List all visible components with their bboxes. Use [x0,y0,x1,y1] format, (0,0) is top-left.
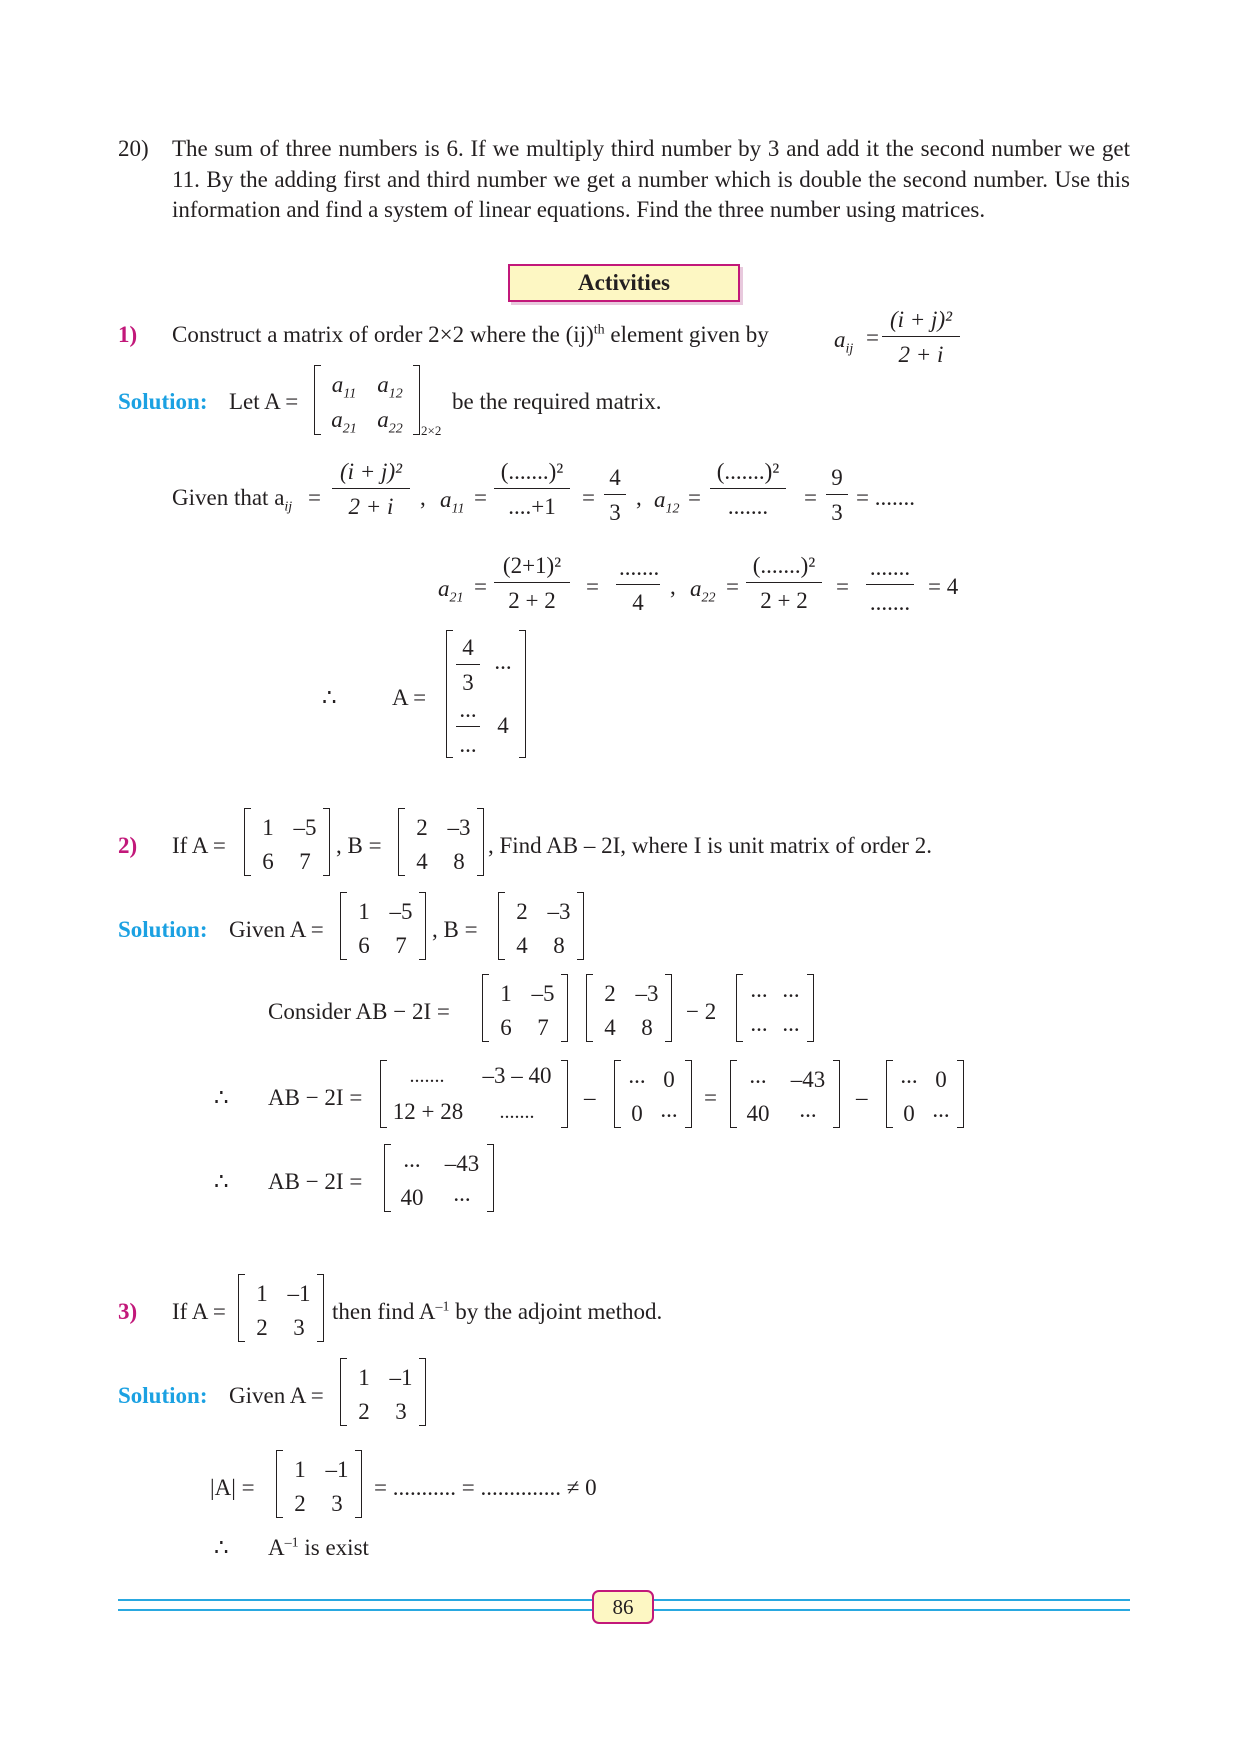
given-text: Given A = [229,917,324,942]
matrix-cell: 2 [294,1491,306,1516]
therefore-symbol: ∴ [322,685,337,710]
det-label: |A| = [210,1475,255,1500]
minus-two: − 2 [686,999,717,1024]
a11-result: 4 3 [604,466,626,524]
matrix-cell: 4 [604,1015,616,1040]
matrix-final [384,1144,494,1212]
matrix-A-det [276,1450,362,1518]
solution-label: Solution: [118,389,208,414]
matrix-cell: ....... [499,1101,535,1123]
question-text: The sum of three numbers is 6. If we multiply third number by 3 and add it the second number we get 11. By the adding first and third number we get a number which is double the second number. Use this information and find a system of linear equations. Find the three number using matrices. [172,136,1130,222]
activity-number: 1) [118,322,138,347]
matrix-A-result [446,630,526,758]
matrix-cell: 1 [500,981,512,1006]
matrix-cell: ... [750,1011,768,1036]
matrix-A [482,974,568,1042]
matrix-cell: $a_{11}$ [331,372,357,402]
matrix-cell: 1 [358,1365,370,1390]
matrix-cell: $a_{21}$ [331,407,357,437]
matrix-cell: ... [799,1097,817,1122]
matrix-cell: –1 [325,1457,349,1482]
b-text: , B = [432,917,478,942]
consider-text: Consider AB − 2I = [268,999,450,1024]
a21-fraction: (2+1)² 2 + 2 [494,554,570,612]
matrix-cell: 2 [516,899,528,924]
let-text: Let A = [229,389,299,414]
matrix-cell: ... [628,1063,646,1088]
matrix-cell: 4 [497,713,509,738]
matrix-cell: 6 [358,933,370,958]
matrix-cell: –43 [444,1151,480,1176]
a12-result: 9 3 [826,466,848,524]
matrix-cell: 3 [331,1491,343,1516]
matrix-cell: 0 [631,1101,643,1126]
matrix-cell: 7 [537,1015,549,1040]
matrix-I [736,974,814,1042]
matrix-cell: 40 [400,1185,424,1210]
a22-fraction: (.......)² 2 + 2 [746,554,822,612]
a11-lhs: $a_{11}$ [440,487,465,517]
matrix-I-step [886,1060,964,1128]
matrix-cell: 8 [453,849,465,874]
matrix-cell: 40 [746,1101,770,1126]
det-tail: = ........... = .............. ≠ 0 [374,1475,597,1500]
matrix-cell: ... [453,1181,471,1206]
matrix-cell: 8 [553,933,565,958]
matrix-cell: $a_{12}$ [377,372,403,402]
matrix-cell: ... ... [456,698,480,756]
matrix-cell: 1 [256,1281,268,1306]
if-text: If A = [172,833,226,858]
minus-sign: – [584,1085,596,1110]
matrix-A-general [314,365,420,435]
formula-fraction: (i + j)² 2 + i [882,308,960,366]
matrix-cell: 4 [516,933,528,958]
matrix-cell: 8 [641,1015,653,1040]
matrix-step2 [730,1060,840,1128]
matrix-cell: 0 [935,1067,947,1092]
matrix-cell: 6 [500,1015,512,1040]
exist-text: $A^{-1}$ is exist [268,1535,369,1560]
if-text: If A = [172,1299,226,1324]
matrix-cell: 2 [604,981,616,1006]
then-text: then find $A^{-1}$ by the adjoint method. [332,1299,663,1324]
matrix-cell: ... [932,1097,950,1122]
matrix-cell: ... [782,977,800,1002]
matrix-B [498,892,584,960]
matrix-B [586,974,672,1042]
matrix-cell: ... [660,1097,678,1122]
matrix-cell: ... [749,1063,767,1088]
solution-label: Solution: [118,1383,208,1408]
matrix-cell: –3 [547,899,571,924]
matrix-cell: ....... [409,1065,445,1087]
matrix-cell: ... [782,1011,800,1036]
matrix-cell: 6 [262,849,274,874]
page-number: 86 [592,1590,654,1624]
b-text: , B = [336,833,382,858]
a12-lhs: $a_{12}$ [654,487,680,517]
matrix-cell: –3 – 40 [482,1063,552,1088]
matrix-A [340,1358,426,1426]
therefore-symbol: ∴ [214,1169,229,1194]
therefore-symbol: ∴ [214,1085,229,1110]
question-number: 20) [118,136,149,161]
a11-fraction: (.......)² ....+1 [494,460,570,518]
matrix-A [238,1274,324,1342]
a12-fraction: (.......)² ....... [710,460,786,518]
ab-text: AB − 2I = [268,1085,363,1110]
matrix-cell: ... [900,1063,918,1088]
matrix-cell: –1 [287,1281,311,1306]
activity-number: 3) [118,1299,138,1324]
formula-fraction: (i + j)² 2 + i [332,460,410,518]
required-text: be the required matrix. [452,389,662,414]
matrix-B [398,808,484,876]
matrix-cell: 2 [416,815,428,840]
matrix-I-step [614,1060,692,1128]
matrix-cell: 1 [294,1457,306,1482]
minus-sign: – [856,1085,868,1110]
activity-number: 2) [118,833,138,858]
given-text: Given A = [229,1383,324,1408]
matrix-cell: 4 [416,849,428,874]
matrix-cell: –3 [635,981,659,1006]
formula-lhs: $a_{ij}$ [834,327,854,357]
matrix-cell: –43 [790,1067,826,1092]
matrix-A [340,892,426,960]
a21-lhs: $a_{21}$ [438,576,464,606]
matrix-cell: 7 [395,933,407,958]
matrix-cell: ... [750,977,768,1002]
matrix-cell: 7 [299,849,311,874]
matrix-step1 [380,1060,568,1128]
matrix-cell: –5 [293,815,317,840]
therefore-symbol: ∴ [214,1535,229,1560]
matrix-cell: 0 [663,1067,675,1092]
matrix-cell: 0 [903,1101,915,1126]
equals-sign: = [866,325,879,350]
matrix-order: 2×2 [421,423,442,438]
a22-lhs: $a_{22}$ [690,576,716,606]
matrix-cell: ... [403,1147,421,1172]
activity-prompt: Construct a matrix of order 2×2 where the (ij)$^{th}$ element given by [172,322,769,347]
activities-banner: Activities [508,264,740,302]
matrix-cell: –3 [447,815,471,840]
matrix-cell: ... [494,649,512,674]
matrix-cell: 4 3 [456,636,480,694]
matrix-cell: –5 [531,981,555,1006]
equals-sign: = [704,1085,717,1110]
matrix-A [244,808,330,876]
find-text: , Find AB – 2I, where I is unit matrix of order 2. [488,833,932,858]
matrix-cell: 2 [256,1315,268,1340]
a12-tail: = ....... [856,485,915,510]
matrix-cell: 1 [358,899,370,924]
matrix-cell: –1 [389,1365,413,1390]
matrix-cell: $a_{22}$ [377,407,403,437]
matrix-cell: 12 + 28 [392,1099,464,1124]
given-text: Given that $a_{ij}$ [172,485,293,515]
A-equals: A = [392,685,427,710]
a21-result: ....... 4 [616,556,660,614]
solution-label: Solution: [118,917,208,942]
matrix-cell: 3 [395,1399,407,1424]
matrix-cell: –5 [389,899,413,924]
matrix-cell: 2 [358,1399,370,1424]
matrix-cell: 3 [293,1315,305,1340]
a22-result: ....... ....... [866,556,914,614]
matrix-cell: 1 [262,815,274,840]
ab-text: AB − 2I = [268,1169,363,1194]
a22-tail: = 4 [928,574,959,599]
